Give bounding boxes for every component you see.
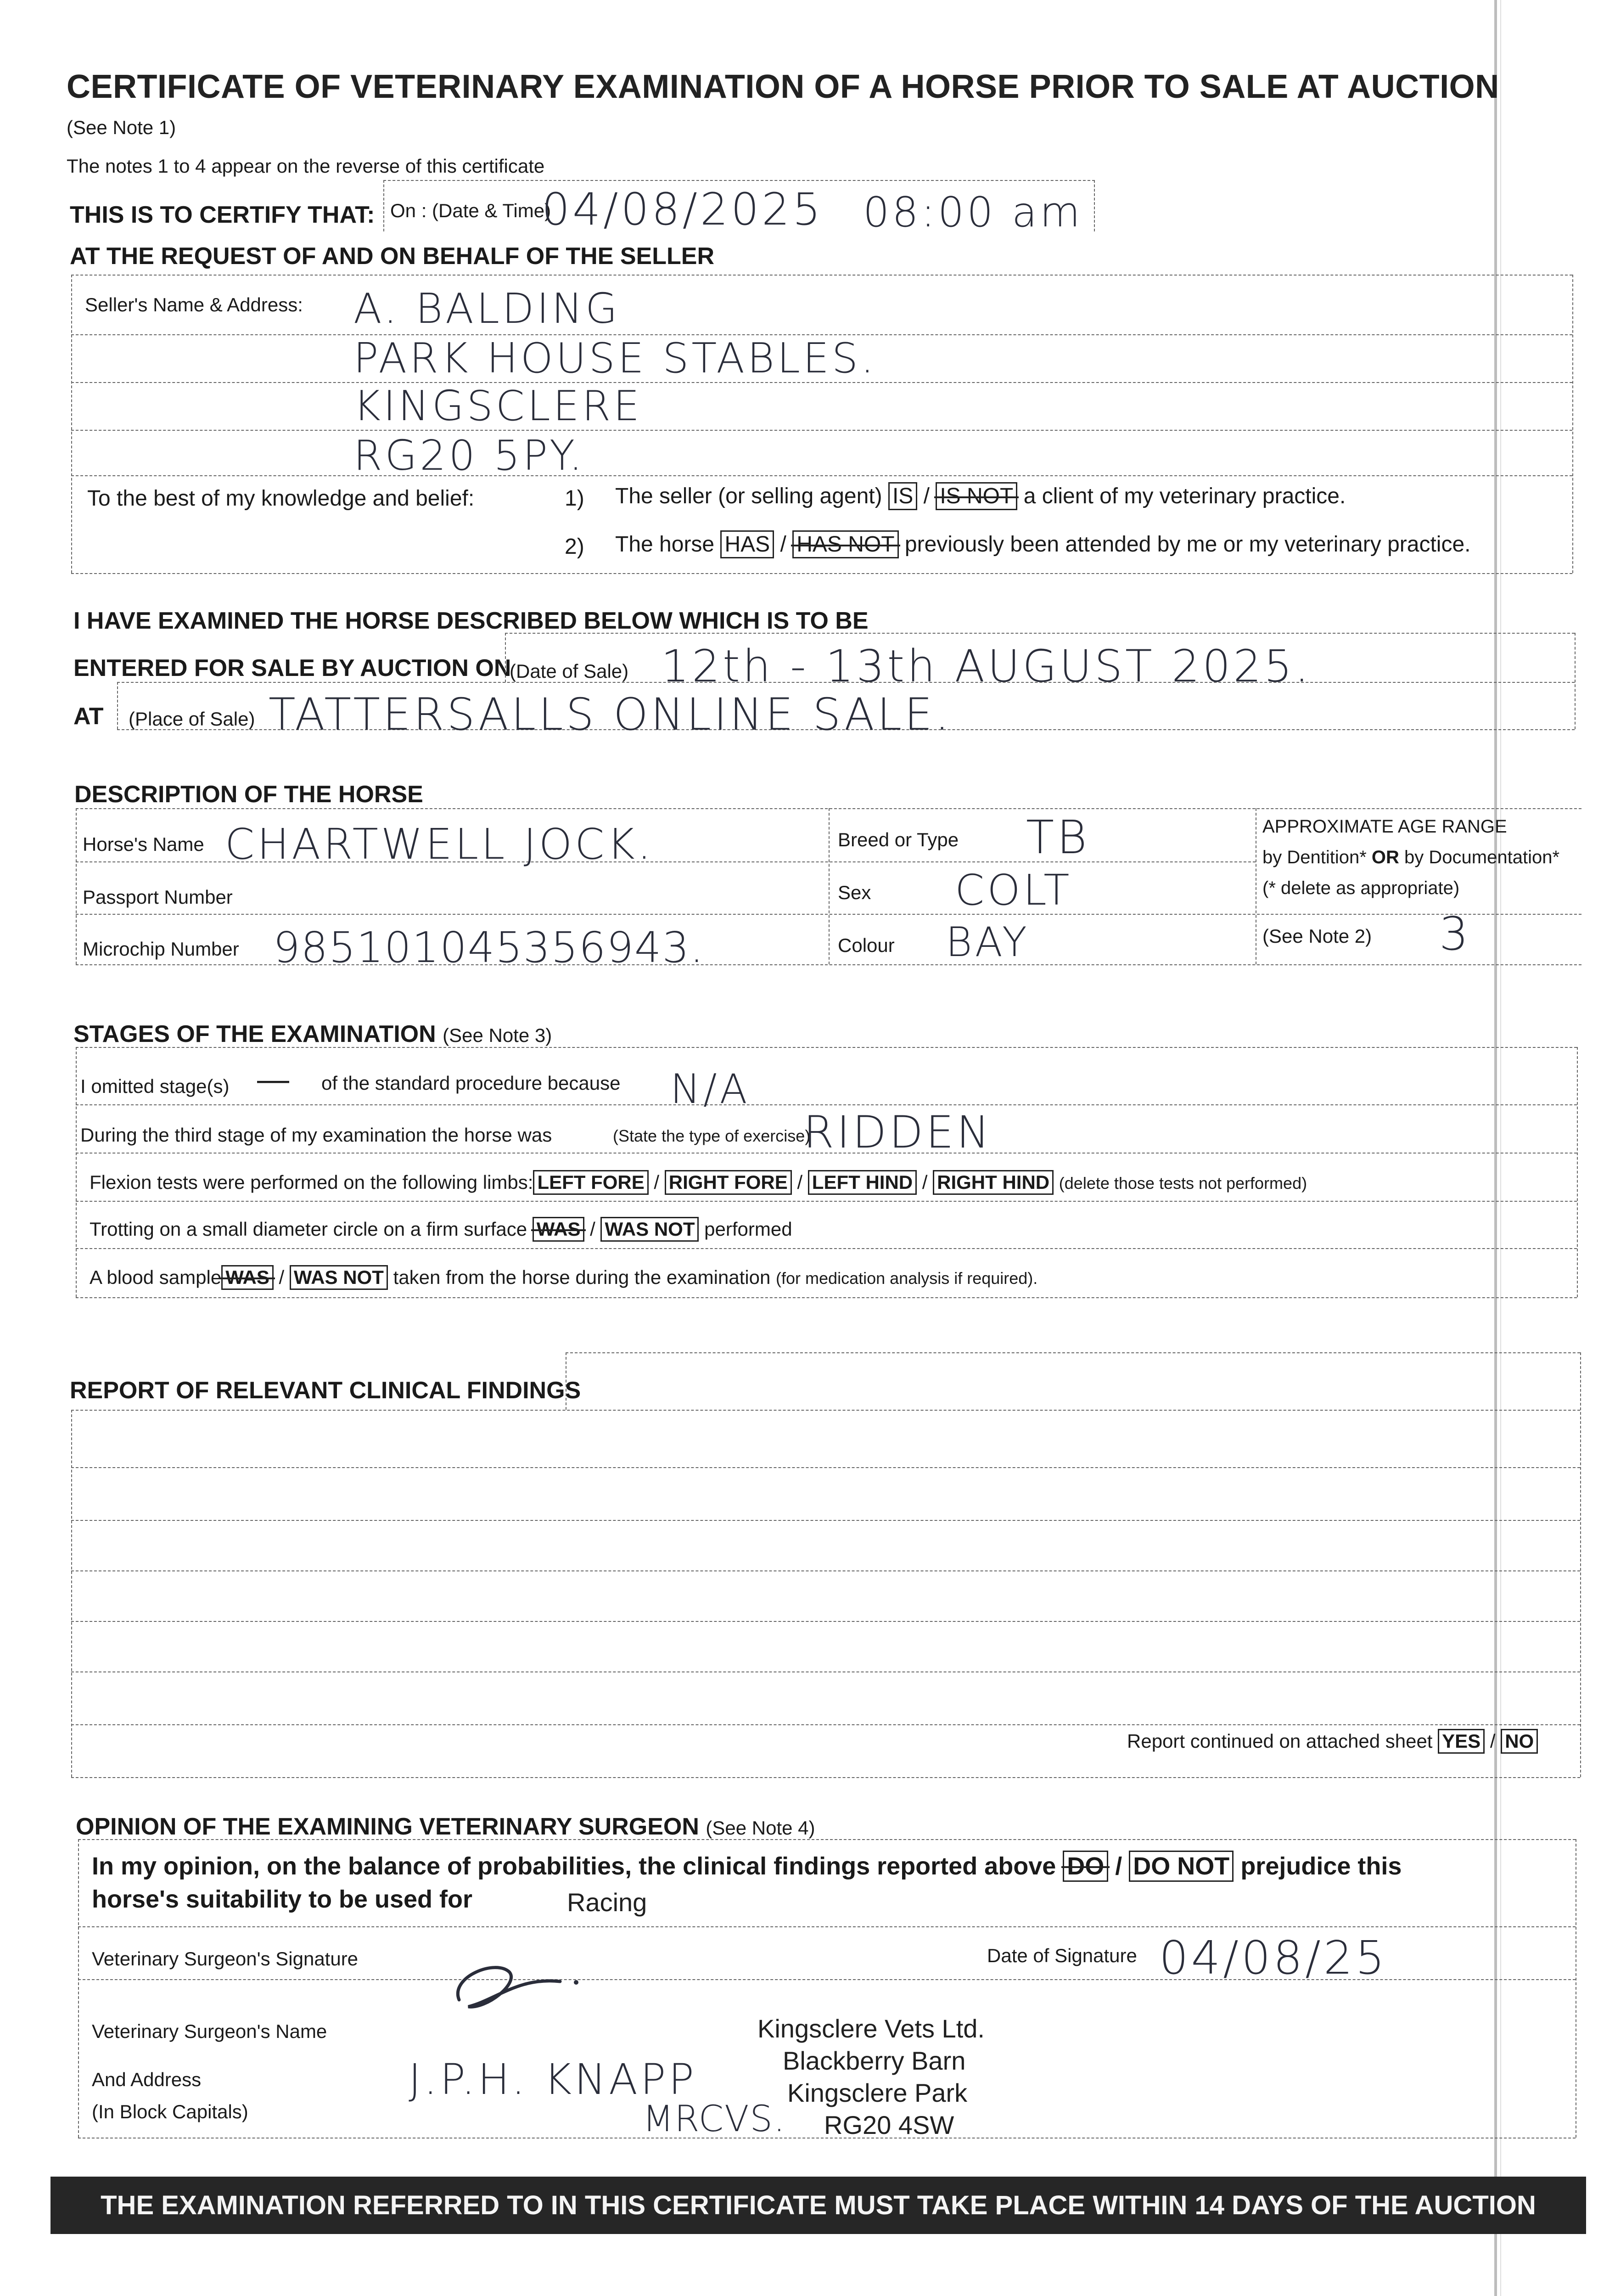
opinion-text-line-1: In my opinion, on the balance of probabilities, the clinical findings reported above DO / DO NOT prejudice this — [92, 1851, 1402, 1882]
stages-box-bottom — [76, 1297, 1577, 1298]
exam-time: 08:00 am — [863, 188, 1083, 236]
trot-option-was-not: WAS NOT — [600, 1217, 699, 1242]
knowledge-item-1: The seller (or selling agent) IS / IS NOT a client of my veterinary practice. — [615, 482, 1346, 510]
place-box-top — [117, 682, 1575, 683]
desc-col-left — [76, 808, 77, 964]
blood-label: A blood sample — [90, 1266, 222, 1288]
stages-box-top — [76, 1047, 1577, 1048]
knowledge-item-2-num: 2) — [565, 535, 584, 559]
item1-pre: The seller (or selling agent) — [615, 484, 882, 508]
stages-row-1 — [76, 1104, 1577, 1105]
findings-box-left — [71, 1410, 72, 1777]
opinion-line-1 — [78, 1926, 1576, 1927]
date-box-left — [383, 180, 384, 231]
vet-qualifications: MRCVS. — [643, 2099, 786, 2140]
report-continued-label: Report continued on attached sheet — [1127, 1730, 1433, 1752]
knowledge-item-2: The horse HAS / HAS NOT previously been attended by me or my veterinary practice. — [615, 530, 1471, 558]
place-of-sale-value: TATTERSALLS ONLINE SALE. — [269, 689, 952, 740]
entered-label: ENTERED FOR SALE BY AUCTION ON — [73, 655, 511, 681]
date-box-right — [1094, 180, 1095, 231]
stages-row-4 — [76, 1248, 1577, 1249]
blood-row: A blood sample WAS / WAS NOT taken from the horse during the examination (for medication analysis if required). — [90, 1265, 1037, 1290]
flexion-label: Flexion tests were performed on the following limbs: — [90, 1171, 533, 1193]
item1-post: a client of my veterinary practice. — [1023, 484, 1346, 508]
omitted-label: I omitted stage(s) — [80, 1075, 230, 1097]
seller-line-3 — [71, 430, 1572, 431]
continued-option-no: NO — [1501, 1729, 1538, 1754]
sale-box-left — [505, 633, 506, 682]
date-box-top — [383, 180, 1095, 181]
see-note-3: (See Note 3) — [443, 1024, 552, 1046]
omitted-value: — — [257, 1061, 289, 1097]
findings-line-3 — [71, 1570, 1580, 1571]
opinion-option-do: DO — [1063, 1851, 1108, 1882]
blood-note: (for medication analysis if required). — [776, 1269, 1038, 1288]
date-of-sale-value: 12th - 13th AUGUST 2025. — [661, 641, 1312, 692]
description-heading: DESCRIPTION OF THE HORSE — [74, 781, 423, 808]
age-by-dentition: by Dentition* — [1262, 847, 1367, 867]
place-box-left — [117, 682, 118, 729]
seller-line-4 — [71, 475, 1572, 476]
intended-use: Racing — [567, 1888, 647, 1917]
vet-address-label: And Address — [92, 2069, 202, 2090]
sex-label: Sex — [838, 882, 871, 903]
trot-row: Trotting on a small diameter circle on a firm surface WAS / WAS NOT performed — [90, 1217, 792, 1242]
findings-line-6 — [71, 1724, 1580, 1725]
colour-value: BAY — [946, 918, 1030, 966]
seller-box-right — [1572, 275, 1573, 573]
knowledge-label: To the best of my knowledge and belief: — [87, 486, 475, 511]
age-by-documentation: by Documentation* — [1404, 847, 1560, 867]
seller-box-top — [71, 275, 1572, 276]
because-value: N/A — [670, 1065, 750, 1113]
stages-box-left — [76, 1047, 77, 1297]
item1-option-is: IS — [888, 482, 917, 510]
findings-line-2 — [71, 1520, 1580, 1521]
practice-postcode: RG20 4SW — [824, 2110, 954, 2139]
trot-option-was: WAS — [533, 1217, 585, 1242]
stages-heading-row — [73, 1020, 552, 1048]
sex-value: COLT — [955, 866, 1072, 915]
item2-pre: The horse — [615, 532, 715, 557]
findings-line-1 — [71, 1467, 1580, 1468]
findings-box-right — [1580, 1352, 1581, 1777]
vet-signature — [441, 1949, 597, 2018]
opinion-heading: OPINION OF THE EXAMINING VETERINARY SURGEON — [76, 1813, 699, 1840]
vet-name-label: Veterinary Surgeon's Name — [92, 2020, 327, 2042]
opinion-text-post: prejudice this — [1240, 1852, 1402, 1880]
third-stage-label: During the third stage of my examination the horse was — [80, 1124, 552, 1146]
stages-heading: STAGES OF THE EXAMINATION — [73, 1021, 436, 1047]
age-heading: APPROXIMATE AGE RANGE — [1262, 816, 1507, 837]
opinion-box-left — [78, 1839, 79, 2138]
continued-option-yes: YES — [1438, 1729, 1485, 1754]
age-or: OR — [1371, 847, 1399, 867]
findings-heading: REPORT OF RELEVANT CLINICAL FINDINGS — [70, 1377, 581, 1404]
vet-name-value: J.P.H. KNAPP — [409, 2055, 697, 2104]
blood-option-was-not: WAS NOT — [290, 1265, 388, 1290]
trot-post: performed — [704, 1218, 792, 1240]
exam-date: 04/08/2025 — [542, 184, 824, 235]
blood-option-was: WAS — [221, 1265, 274, 1290]
breed-label: Breed or Type — [838, 829, 959, 850]
date-of-signature-label: Date of Signature — [987, 1945, 1137, 1966]
practice-name: Kingsclere Vets Ltd. — [757, 2014, 985, 2043]
see-note-2: (See Note 2) — [1262, 925, 1372, 947]
limb-left-hind: LEFT HIND — [808, 1170, 917, 1195]
see-note-4: (See Note 4) — [706, 1817, 815, 1839]
opinion-option-do-not: DO NOT — [1129, 1851, 1234, 1882]
microchip-value: 985101045356943. — [273, 923, 705, 972]
microchip-label: Microchip Number — [83, 938, 239, 960]
item2-option-has: HAS — [720, 530, 774, 558]
practice-address-2: Kingsclere Park — [787, 2078, 968, 2107]
seller-box-bottom — [71, 573, 1572, 574]
page-fold-line — [1500, 0, 1501, 2296]
block-capitals-label: (In Block Capitals) — [92, 2101, 248, 2122]
opinion-line-2-label: horse's suitability to be used for — [92, 1885, 472, 1913]
seller-line-address-1: PARK HOUSE STABLES. — [353, 334, 877, 383]
third-stage-value: RIDDEN — [803, 1107, 993, 1158]
blood-post: taken from the horse during the examination — [393, 1266, 771, 1288]
seller-line-postcode: RG20 5PY. — [353, 432, 585, 480]
findings-line-4 — [71, 1621, 1580, 1622]
findings-line-0 — [71, 1410, 1580, 1411]
passport-label: Passport Number — [83, 886, 233, 908]
item1-option-is-not: IS NOT — [936, 482, 1017, 510]
flexion-row: Flexion tests were performed on the following limbs: LEFT FORE / RIGHT FORE / LEFT HIND / RIGHT HIND (delete those tests not performed) — [90, 1170, 1307, 1195]
page-fold-shadow — [1494, 0, 1497, 2296]
notes-line: The notes 1 to 4 appear on the reverse of this certificate — [67, 155, 545, 177]
at-label: AT — [73, 703, 104, 730]
certify-label: THIS IS TO CERTIFY THAT: — [70, 202, 375, 228]
limb-left-fore: LEFT FORE — [533, 1170, 648, 1195]
date-of-sale-label: (Date of Sale) — [510, 660, 629, 682]
findings-box-bottom — [71, 1777, 1580, 1778]
signature-label: Veterinary Surgeon's Signature — [92, 1948, 359, 1970]
opinion-heading-row — [76, 1813, 815, 1840]
seller-box-left — [71, 275, 72, 573]
age-delete-note: (* delete as appropriate) — [1262, 878, 1460, 898]
sale-box-right — [1575, 633, 1576, 729]
see-note-1: (See Note 1) — [67, 117, 176, 138]
report-continued-row: Report continued on attached sheet YES / NO — [1127, 1729, 1538, 1754]
age-value: 3 — [1439, 907, 1471, 961]
on-date-time-label: On : (Date & Time) — [390, 200, 551, 221]
item2-option-has-not: HAS NOT — [792, 530, 898, 558]
because-label: of the standard procedure because — [321, 1072, 621, 1094]
limb-right-fore: RIGHT FORE — [665, 1170, 792, 1195]
deadline-banner — [50, 2177, 1586, 2234]
opinion-text-pre: In my opinion, on the balance of probabilities, the clinical findings reported above — [92, 1852, 1056, 1880]
opinion-box-top — [78, 1839, 1576, 1840]
trot-label: Trotting on a small diameter circle on a firm surface — [90, 1218, 527, 1240]
sale-box-top — [505, 633, 1575, 634]
colour-label: Colour — [838, 934, 895, 956]
flexion-note: (delete those tests not performed) — [1059, 1174, 1307, 1193]
practice-address-1: Blackberry Barn — [783, 2046, 966, 2075]
horse-name-label: Horse's Name — [83, 833, 204, 855]
horse-name-value: CHARTWELL JOCK. — [225, 820, 654, 869]
knowledge-item-1-num: 1) — [565, 486, 584, 511]
seller-line-name: A. BALDING — [353, 285, 620, 333]
age-basis — [1262, 847, 1559, 868]
breed-value: TB — [1026, 810, 1090, 864]
desc-col-mid — [829, 808, 830, 964]
request-heading: AT THE REQUEST OF AND ON BEHALF OF THE SELLER — [70, 243, 714, 270]
certificate-title: CERTIFICATE OF VETERINARY EXAMINATION OF A HORSE PRIOR TO SALE AT AUCTION — [67, 68, 1499, 105]
limb-right-hind: RIGHT HIND — [933, 1170, 1054, 1195]
date-of-signature-value: 04/08/25 — [1159, 1931, 1388, 1985]
stages-box-right — [1577, 1047, 1578, 1297]
examined-heading: I HAVE EXAMINED THE HORSE DESCRIBED BELOW WHICH IS TO BE — [73, 608, 869, 634]
place-of-sale-label: (Place of Sale) — [129, 708, 255, 730]
item2-post: previously been attended by me or my veterinary practice. — [904, 532, 1471, 557]
seller-label: Seller's Name & Address: — [85, 294, 303, 315]
seller-line-address-2: KINGSCLERE — [353, 382, 643, 430]
stages-row-3 — [76, 1201, 1577, 1202]
third-stage-hint: (State the type of exercise) — [613, 1126, 811, 1145]
findings-line-5 — [71, 1671, 1580, 1672]
deadline-banner-text: THE EXAMINATION REFERRED TO IN THIS CERTIFICATE MUST TAKE PLACE WITHIN 14 DAYS OF THE AUCTION — [101, 2190, 1536, 2220]
findings-head-box-top — [566, 1352, 1580, 1353]
